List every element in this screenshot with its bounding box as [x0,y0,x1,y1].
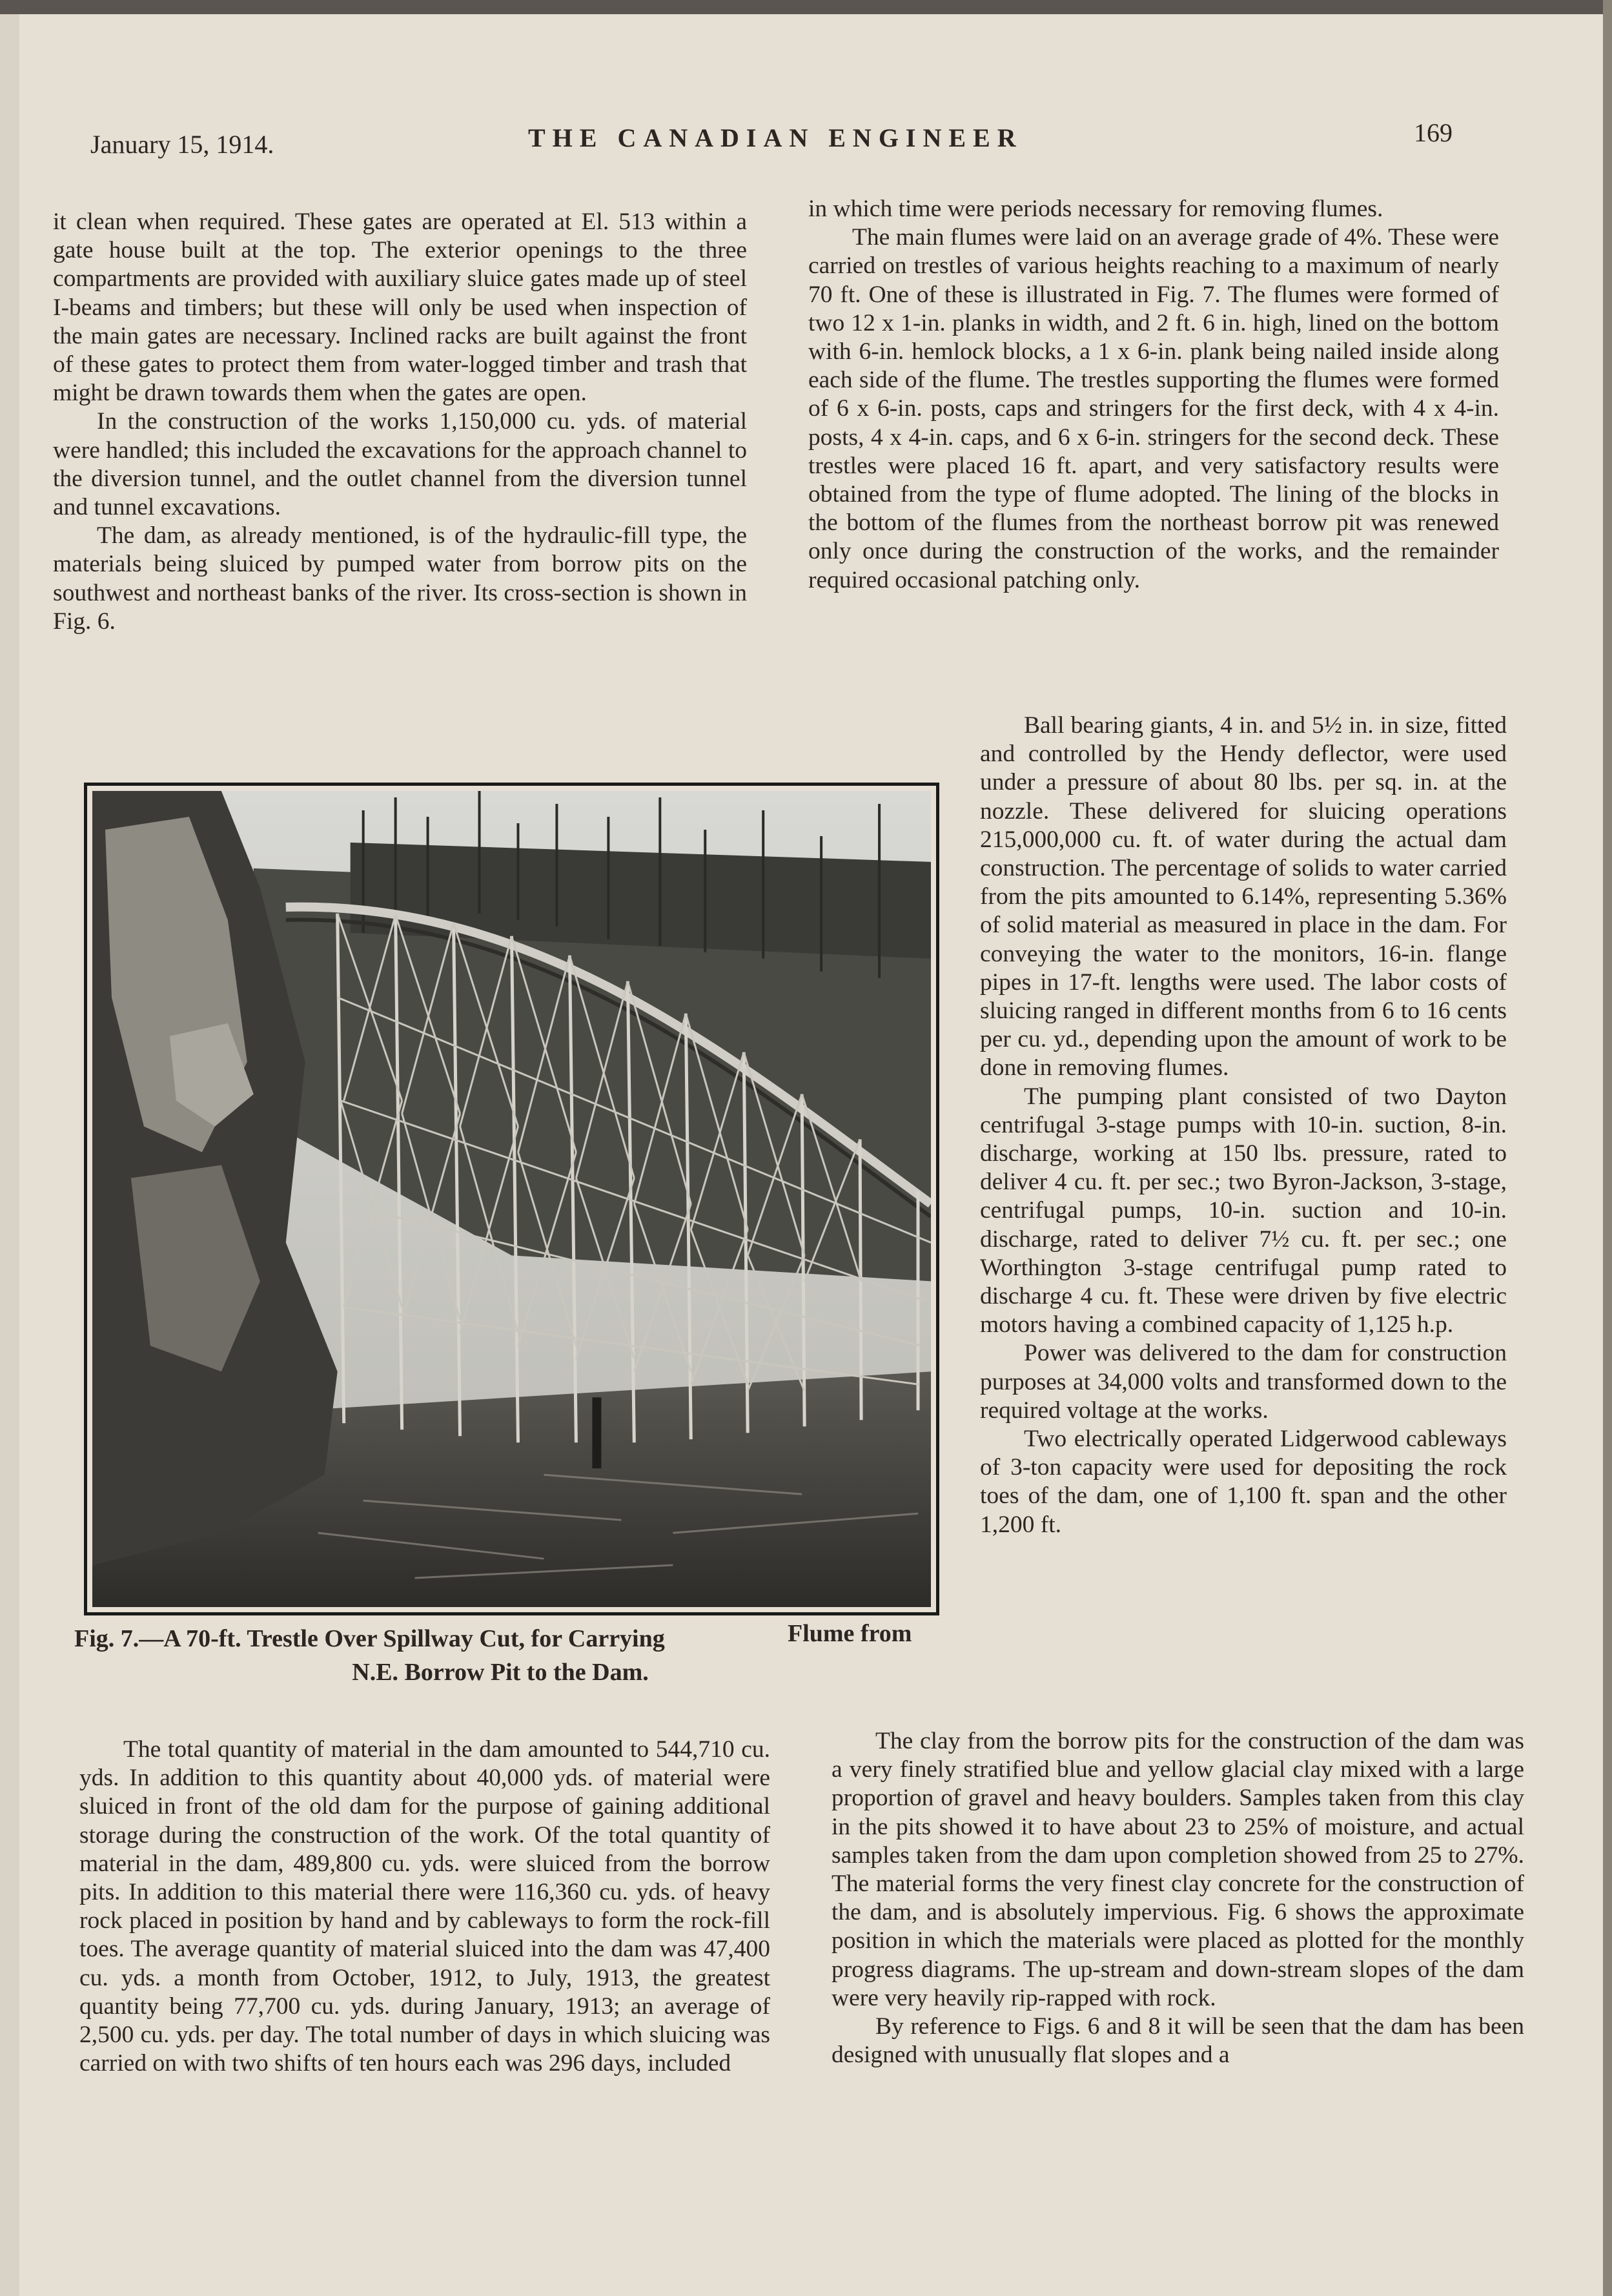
figure-7-photo [84,783,939,1615]
caption-tail: Flume from [788,1620,912,1647]
paragraph: Power was delivered to the dam for construction purposes at 34,000 volts and transformed down to the required voltage at the works. [980,1340,1507,1424]
right-column-top [808,195,1499,595]
caption-line-1: Fig. 7.—A 70-ft. Trestle Over Spillway Cut, for Carrying [74,1625,665,1652]
paragraph: Ball bearing giants, 4 in. and 5½ in. in size, fitted and controlled by the Hendy deflector, were used under a pressure of about 80 lbs. per sq. in. at the nozzle. These delivered for sluicing operations 215,000,000 cu. ft. of water during the actual dam construction. The percentage of solids to water carried from the pits amounted to 6.14%, representing 5.36% of solid material as measured in place in the dam. For conveying the water to the monitors, 16-in. flange pipes in 17-ft. lengths were used. The labor costs of sluicing ranged in different months from 6 to 16 cents per cu. yd., depending upon the amount of work to be done in removing flumes. [980,712,1507,1081]
scan-right-edge [1603,0,1612,2296]
left-column-top [53,208,747,636]
paragraph: it clean when required. These gates are operated at El. 513 within a gate house built at the top. The exterior openings to the three compartments are provided with auxiliary sluice gates made up of steel I-beams and timbers; but these will only be used when inspection of the main gates are necessary. Inclined racks are built against the front of these gates to protect them from water-logged timber and trash that might be drawn towards them when the gates are open. [53,209,747,407]
paragraph: The dam, as already mentioned, is of the hydraulic-fill type, the materials being sluiced by pumped water from borrow pits on the southwest and northeast banks of the river. Its cross-section is shown in Fig. 6. [53,522,747,635]
paragraph: In the construction of the works 1,150,000 cu. yds. of material were handled; this included the excavations for the approach channel to the diversion tunnel, and the outlet channel from the diversion tunnel and tunnel excavations. [53,408,747,521]
header-title: THE CANADIAN ENGINEER [528,123,1023,152]
page-number: 169 [1414,118,1453,147]
caption-line-2: N.E. Borrow Pit to the Dam. [352,1659,649,1686]
paragraph: The clay from the borrow pits for the construction of the dam was a very finely stratified blue and yellow glacial clay mixed with a large proportion of gravel and heavy boulders. Samples taken from this clay in the pits showed it to have about 23 to 25% of moisture, and actual samples taken from the dam upon completion showed from 25 to 27%. The material forms the very finest clay concrete for the construction of the dam, and is absolutely impervious. Fig. 6 shows the approximate position in which the materials were placed as plotted for the monthly progress diagrams. The up-stream and down-stream slopes of the dam were very heavily rip-rapped with rock. [832,1728,1524,2011]
paragraph: The pumping plant consisted of two Dayton centrifugal 3-stage pumps with 10-in. suction, 8-in. discharge, working at 150 lbs. pressure, rated to deliver 4 cu. ft. per sec.; two Byron-Jackson, 3-stage, centrifugal pumps, 10-in. suction and 10-in. discharge, rated to deliver 7½ cu. ft. per sec.; one Worthington 3-stage centrifugal pump rated to discharge 4 cu. ft. These were driven by five electric motors having a combined capacity of 1,125 h.p. [980,1083,1507,1338]
paragraph: Two electrically operated Lidgerwood cableways of 3-ton capacity were used for depositing the rock toes of the dam, one of 1,100 ft. span and the other 1,200 ft. [980,1426,1507,1538]
paragraph: By reference to Figs. 6 and 8 it will be seen that the dam has been designed with unusually flat slopes and a [832,2013,1524,2069]
paragraph: in which time were periods necessary for removing flumes. [808,196,1383,222]
paragraph: The total quantity of material in the dam amounted to 544,710 cu. yds. In addition to this quantity about 40,000 yds. of material were sluiced in front of the old dam for the purpose of gaining additional storage during the construction of the work. Of the total quantity of material in the dam, 489,800 cu. yds. were sluiced from the borrow pits. In addition to this material there were 116,360 cu. yds. of heavy rock placed in position by hand and by cableways to form the rock-fill toes. The average quantity of material sluiced into the dam was 47,400 cu. yds. a month from October, 1912, to July, 1913, the greatest quantity being 77,700 cu. yds. during January, 1913; an average of 2,500 cu. yds. per day. The total number of days in which sluicing was carried on with two shifts of ten hours each was 296 days, included [79,1736,770,2077]
right-column-middle [980,712,1507,1539]
scan-top-edge [0,0,1612,14]
right-column-bottom [832,1727,1524,2069]
header-date: January 15, 1914. [90,130,274,159]
paragraph: The main flumes were laid on an average grade of 4%. These were carried on trestles of various heights reaching to a maximum of nearly 70 ft. One of these is illustrated in Fig. 7. The flumes were formed of two 12 x 1-in. planks in width, and 2 ft. 6 in. high, lined on the bottom with 6-in. hemlock blocks, a 1 x 6-in. plank being nailed inside along each side of the flume. The trestles supporting the flumes were formed of 6 x 6-in. posts, caps and stringers for the first deck, with 4 x 4-in. posts, 4 x 4-in. caps, and 6 x 6-in. stringers for the second deck. These trestles were placed 16 ft. apart, and very satisfactory results were obtained from the type of flume adopted. The lining of the blocks in the bottom of the flumes from the northeast borrow pit was renewed only once during the construction of the works, and the remainder required occasional patching only. [808,224,1499,593]
left-column-bottom [79,1736,770,2078]
trestle-photo-illustration [92,791,931,1607]
